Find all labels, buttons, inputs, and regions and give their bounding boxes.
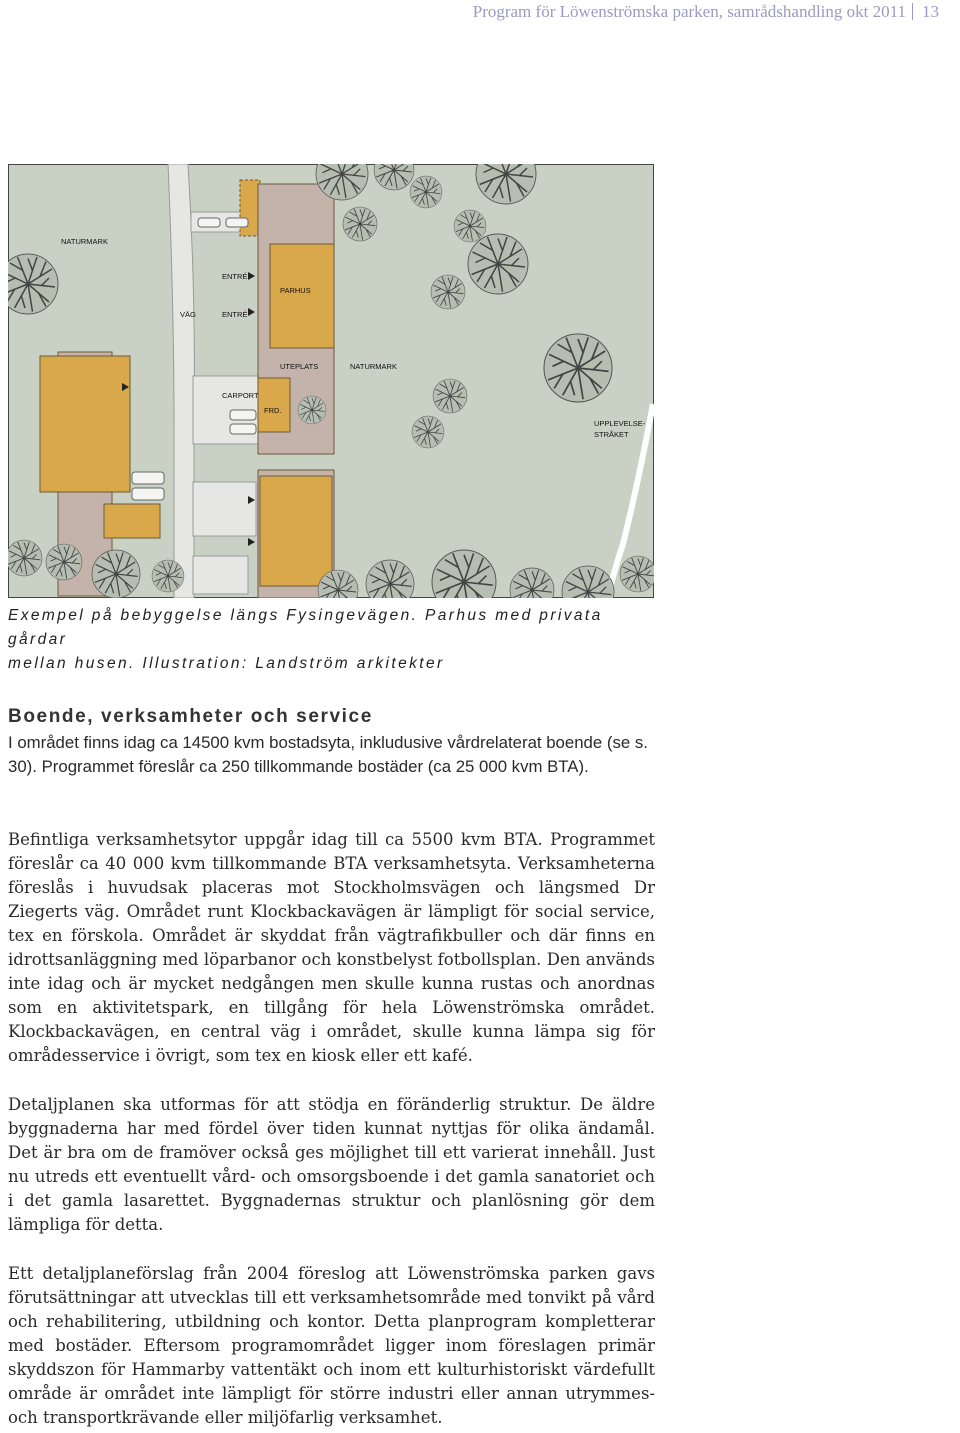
paragraph-3: Detaljplanen ska utformas för att stödja en föränderlig struktur. De äldre byggnaderna har med fördel över tiden kunnat nyttjas för olika ändamål. Det är bra om de framöver också ges möjlighet till ett varierat innehåll. Just nu utreds ett eventuellt vård- och omsorgsboende i det gamla sanatoriet och i det gamla lasarettet. Byggnadernas struktur och planlösning gör dem lämpliga för detta. — [8, 1095, 655, 1234]
page-number: 13 — [922, 2, 939, 21]
label-frd: FRD. — [264, 406, 282, 415]
site-plan-illustration — [8, 164, 654, 598]
label-entre-top: ENTRÉ — [222, 272, 248, 281]
paragraph-2: Befintliga verksamhetsytor uppgår idag till ca 5500 kvm BTA. Programmet föreslår ca 40 000 kvm tillkommande BTA verksamhetsyta. Verksamheterna föreslås i huvudsak placeras mot Stockholmsvägen och längsmed Dr Ziegerts väg. Området runt Klockbackavägen är lämpligt för social service, tex en förskola. Området är skyddat från vägtrafikbuller och där finns en idrottsanläggning med löparbanor och konstbelyst fotbollsplan. Den används inte idag och är mycket nedgången men skulle kunna rustas och anordnas som en aktivitetspark, en tillgång för hela Löwenströmska området. Klockbackavägen, en central väg i området, skulle kunna lämpa sig för områdesservice i övrigt, som tex en kiosk eller ett kafé. — [8, 830, 655, 1065]
site-plan-svg — [8, 164, 654, 598]
label-naturmark-left: NATURMARK — [61, 237, 108, 246]
header-divider — [912, 3, 913, 20]
running-title: Program för Löwenströmska parken, samrådshandling okt 2011 — [472, 2, 906, 21]
label-upplevelse-1: UPPLEVELSE- — [594, 419, 646, 428]
page-header — [0, 0, 960, 26]
section-heading: Boende, verksamheter och service — [8, 706, 373, 727]
paragraph-4: Ett detaljplaneförslag från 2004 föreslog att Löwenströmska parken gavs förutsättningar att utvecklas till ett verksamhetsområde med tonvikt på vård och rehabilitering, utbildning och kontor. Detta planprogram kompletterar med bostäder. Eftersom programområdet ligger inom föreslagen primär skyddszon för Hammarby vattentäkt och inom ett kulturhistoriskt värdefullt område är området inte lämpligt för större industri eller annan utrymmes- och transportkrävande eller miljöfarlig verksamhet. — [8, 1264, 655, 1427]
label-naturmark-right: NATURMARK — [350, 362, 397, 371]
label-parhus: PARHUS — [280, 286, 311, 295]
caption-line-1: Exempel på bebyggelse längs Fysingevägen. Parhus med privata gårdar — [8, 607, 603, 648]
caption-line-2: mellan husen. Illustration: Landström arkitekter — [8, 655, 445, 672]
label-uteplats: UTEPLATS — [280, 362, 319, 371]
paragraph-1: I området finns idag ca 14500 kvm bostadsyta, inkludusive vårdrelaterat boende (se s. 30). Programmet föreslår ca 250 tillkommande bostäder (ca 25 000 kvm BTA). — [8, 733, 648, 776]
label-upplevelse-2: STRÅKET — [594, 430, 629, 439]
figure-caption — [8, 604, 668, 676]
label-carport: CARPORT — [222, 391, 259, 400]
label-vag: VÄG — [180, 310, 196, 319]
label-entre-bottom: ENTRÉ — [222, 310, 248, 319]
